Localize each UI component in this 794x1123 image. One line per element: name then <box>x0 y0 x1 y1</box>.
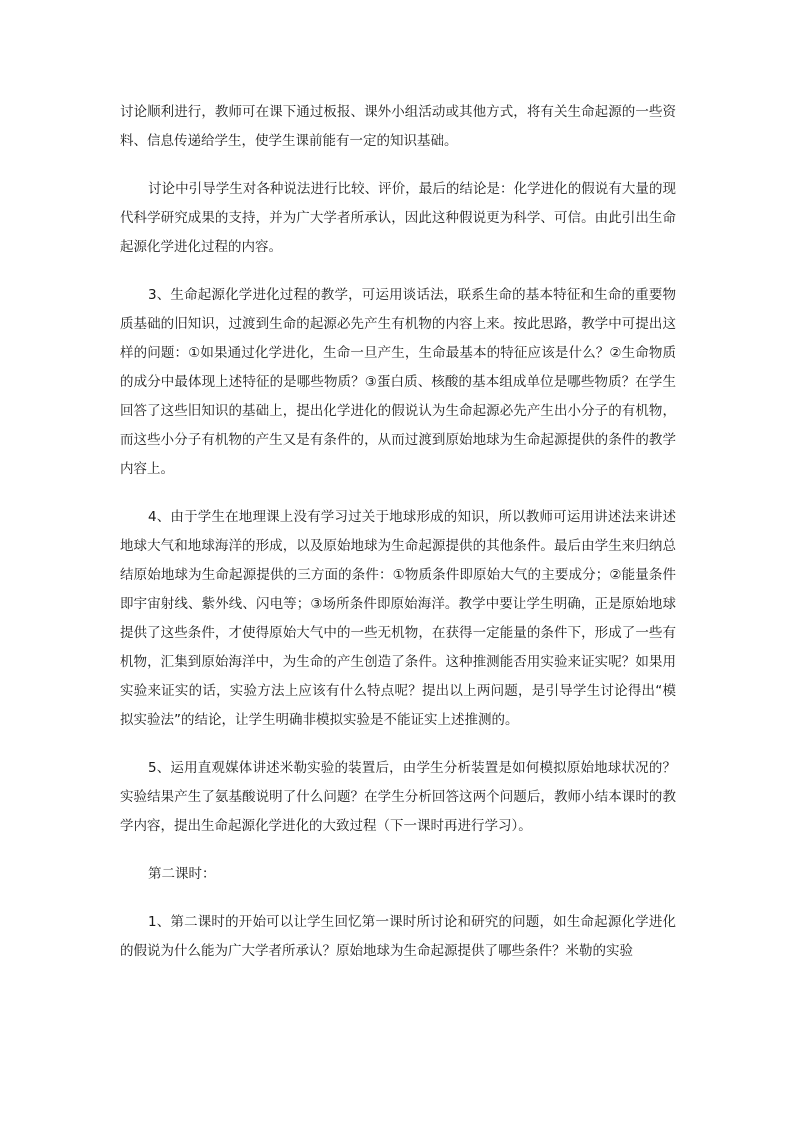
paragraph-discussion-intro: 讨论顺利进行，教师可在课下通过板报、课外小组活动或其他方式，将有关生命起源的一些资料、信息传递给学生，使学生课前能有一定的知识基础。 <box>120 104 676 149</box>
paragraph-second-lesson-item-1: 1、第二课时的开始可以让学生回忆第一课时所讨论和研究的问题，如生命起源化学进化的假说为什么能为广大学者所承认？原始地球为生命起源提供了哪些条件？米勒的实验 <box>120 914 676 959</box>
paragraph-item-3: 3、生命起源化学进化过程的教学，可运用谈话法，联系生命的基本特征和生命的重要物质基础的旧知识，过渡到生命的起源必先产生有机物的内容上来。按此思路，教学中可提出这样的问题：①如果通过化学进化，生命一旦产生，生命最基本的特征应该是什么？②生命物质的成分中最体现上述特征的是哪些物质？③蛋白质、核酸的基本组成单位是哪些物质？在学生回答了这些旧知识的基础上，提出化学进化的假说认为生命起源必先产生出小分子的有机物，而这些小分子有机物的产生又是有条件的，从而过渡到原始地球为生命起源提供的条件的教学内容上。 <box>120 287 676 477</box>
document-body <box>120 98 676 985</box>
paragraph-item-4: 4、由于学生在地理课上没有学习过关于地球形成的知识，所以教师可运用讲述法来讲述地球大气和地球海洋的形成，以及原始地球为生命起源提供的其他条件。最后由学生来归纳总结原始地球为生命起源提供的三方面的条件：①物质条件即原始大气的主要成分；②能量条件即宇宙射线、紫外线、闪电等；③场所条件即原始海洋。教学中要让学生明确，正是原始地球提供了这些条件，才使得原始大气中的一些无机物，在获得一定能量的条件下，形成了一些有机物，汇集到原始海洋中，为生命的产生创造了条件。这种推测能否用实验来证实呢？如果用实验来证实的话，实验方法上应该有什么特点呢？提出以上两问题，是引导学生讨论得出“模拟实验法”的结论，让学生明确非模拟实验是不能证实上述推测的。 <box>120 509 676 728</box>
section-heading-second-lesson: 第二课时： <box>148 866 216 882</box>
paragraph-discussion-conclusion: 讨论中引导学生对各种说法进行比较、评价，最后的结论是：化学进化的假说有大量的现代科学研究成果的支持，并为广大学者所承认，因此这种假说更为科学、可信。由此引出生命起源化学进化过程的内容。 <box>120 181 676 255</box>
paragraph-item-5: 5、运用直观媒体讲述米勒实验的装置后，由学生分析装置是如何模拟原始地球状况的？实验结果产生了氨基酸说明了什么问题？在学生分析回答这两个问题后，教师小结本课时的教学内容，提出生命起源化学进化的大致过程（下一课时再进行学习）。 <box>120 760 676 834</box>
